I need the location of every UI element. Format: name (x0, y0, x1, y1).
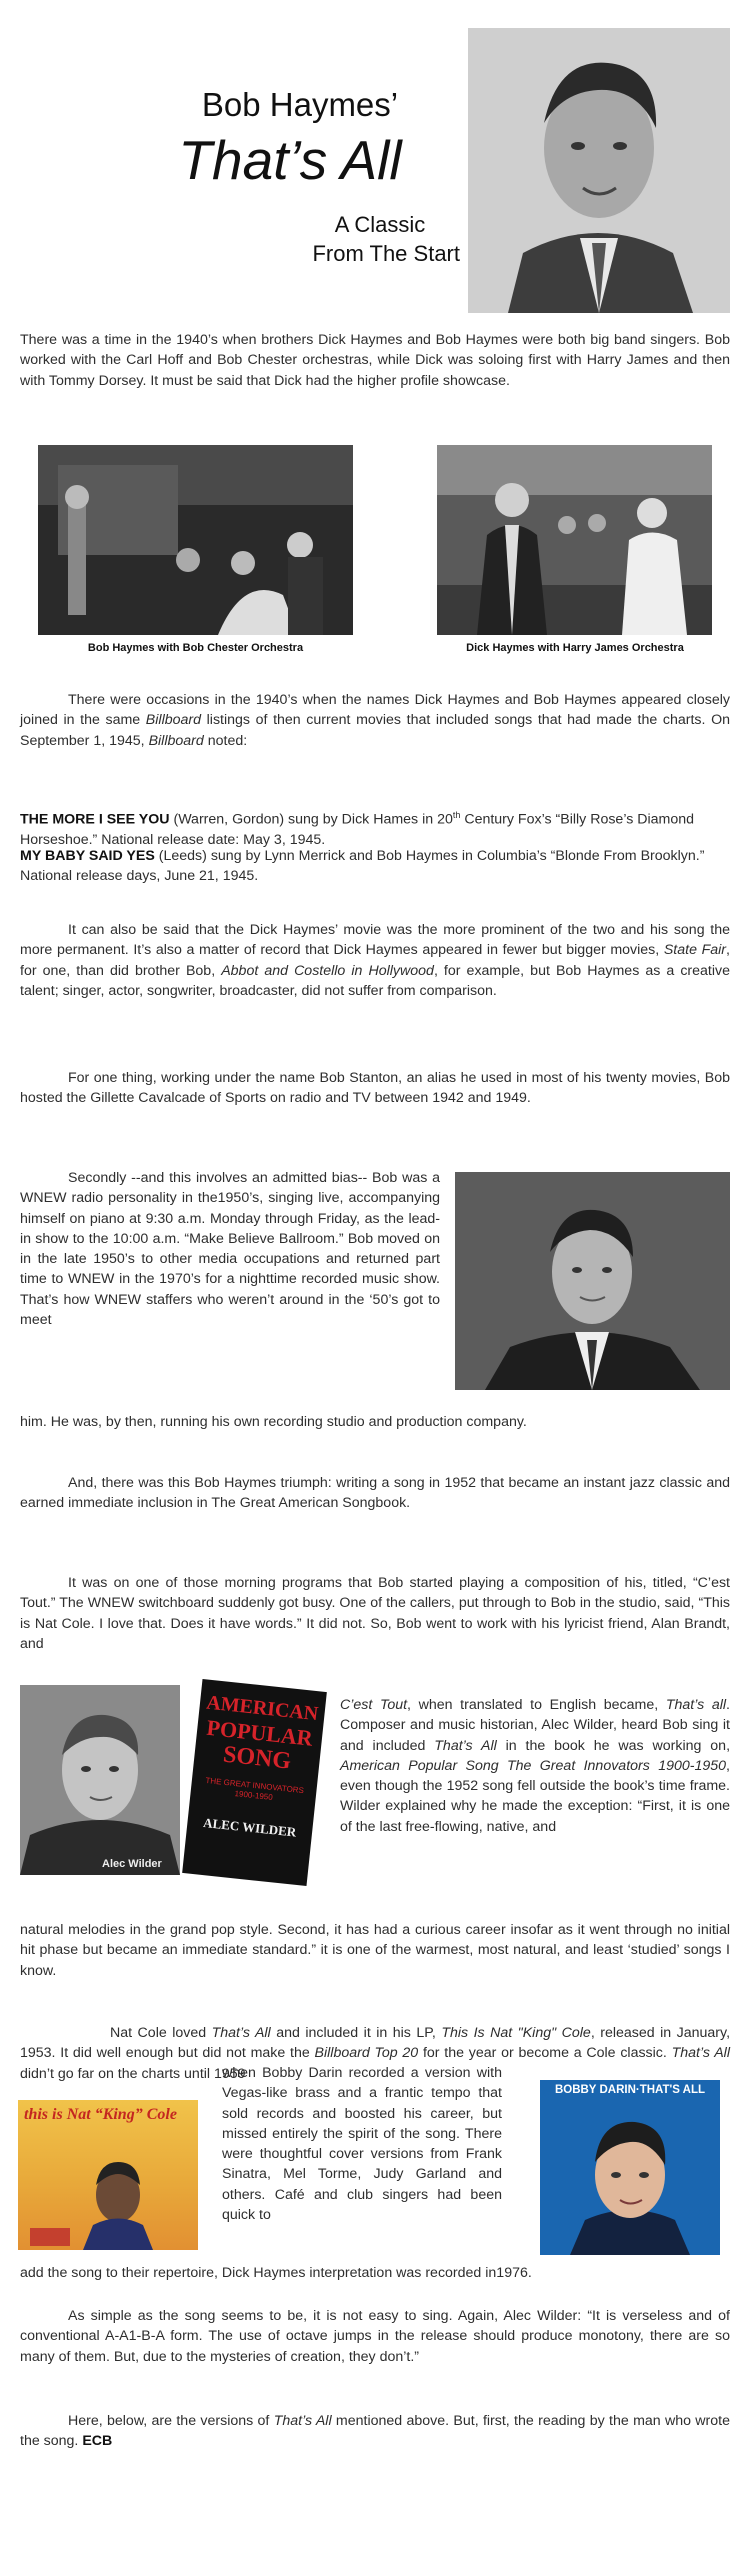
header-tagline-1: A Classic (334, 212, 426, 237)
nat-king-cole-album-cover (18, 2100, 198, 2250)
bobby-darin-album-cover (540, 2080, 720, 2255)
closing-paragraph (20, 2411, 730, 2452)
text-span: , when translated to English became, (407, 1697, 666, 1713)
text-span: That’s All (273, 2413, 332, 2429)
text-span: There were occasions in the 1940’s when the names Dick Haymes and Bob Haymes appeared closely joined in the same (20, 692, 730, 729)
cest-tout-paragraph-right (340, 1695, 730, 1837)
header-subtitle: Bob Haymes’ (201, 86, 399, 123)
portrait-illustration (468, 28, 730, 313)
header-tagline-2: From The Start (312, 241, 460, 266)
triumph-paragraph: And, there was this Bob Haymes triumph: writing a song in 1952 that became an instant jazz classic and earned immediate inclusion in The Great American Songbook. (20, 1475, 730, 1512)
page-title: That’s All (178, 129, 402, 191)
photo-caption-james: Dick Haymes with Harry James Orchestra (466, 642, 684, 654)
orchestra-illustration-2 (437, 445, 712, 635)
darin-paragraph: when Bobby Darin recorded a version with Vegas-like brass and a frantic tempo that sold records and boosted his career, but missed entirely the spirit of the song. There were thoughtful cover versions from Frank Sinatra, Mel Torme, Judy Garland and others. Café and club singers had been quick to (222, 2065, 502, 2224)
text-span: mentioned above. But, first, the reading by the man who wrote the song. (20, 2413, 731, 2450)
american-popular-song-book-cover (182, 1679, 327, 1886)
text-span: th (452, 810, 461, 820)
text-span: listings of then current movies that included songs that had made the charts. On September 1, 1945, (20, 712, 730, 749)
book-title-1: AMERICAN (205, 1691, 320, 1726)
wnew-paragraph: Secondly --and this involves an admitted bias-- Bob was a WNEW radio personality in the1950’s, singing live, accompanying himself on piano at 9:30 a.m. Monday through Friday, as the lead-in show to the 10:00 a.m. “Make Believe Ballroom.” Bob moved on in the late 1950’s to other media occupations and returned part time to WNEW in the 1970’s for a nighttime recorded music show. That’s how WNEW staffers who weren’t around in the ‘50’s got to meet (20, 1170, 440, 1329)
darin-album-title: BOBBY DARIN·THAT'S ALL (554, 2084, 706, 2096)
movies-paragraph (20, 920, 730, 1001)
text-span: Billboard (145, 712, 202, 729)
cole-album-title: this is Nat “King” Cole (24, 2106, 177, 2123)
intro-paragraph: There was a time in the 1940’s when brothers Dick Haymes and Bob Haymes were both big band singers. Bob worked with the Carl Hoff and Bob Chester orchestras, while Dick was soloing first with Harry James and then with Tommy Dorsey. It must be said that Dick had the higher profile showcase. (20, 332, 730, 389)
text-span: for the year or become a Cole classic. (418, 2045, 672, 2062)
cole-illustration (18, 2100, 198, 2250)
text-span: (Warren, Gordon) sung by Dick Hames in 20 (169, 811, 453, 828)
text-span: , for example, but Bob Haymes as a creative talent; singer, actor, songwriter, broadcaster, did not suffer from comparison. (20, 962, 731, 999)
text-span: Billboard (148, 732, 204, 749)
wilder-quote-paragraph: As simple as the song seems to be, it is not easy to sing. Again, Alec Wilder: “It is verseless and of conventional A-A1-B-A form. The use of octave jumps in the release should produce monotony, there are so many of them. But, due to the mysteries of creation, they don’t.” (20, 2308, 730, 2365)
song-title: THE MORE I SEE YOU (20, 811, 170, 828)
text-span: State Fair (663, 942, 727, 959)
text-span: . Composer and music historian, Alec Wilder, heard Bob sing it and included (340, 1697, 730, 1754)
text-span: C’est Tout (340, 1697, 408, 1713)
text-span: That’s All (671, 2045, 730, 2062)
text-span: Abbot and Costello in Hollywood (221, 962, 434, 979)
cest-tout-paragraph-end: natural melodies in the grand pop style. Second, it has had a curious career insofar as it went through no initial hit phase but became an immediate standard.” it is one of the warmest, most natural, and least ‘studied’ songs I know. (20, 1922, 730, 1979)
text-span: Billboard Top 20 (314, 2045, 419, 2062)
song-title: MY BABY SAID YES (20, 848, 155, 864)
harry-james-orchestra-photo (437, 445, 712, 635)
bob-haymes-portrait (468, 28, 730, 313)
text-span: , released in January, 1953. It did well enough but did not make the (20, 2025, 731, 2062)
bob-haymes-singing-photo (455, 1172, 730, 1390)
wilder-photo-caption: Alec Wilder (102, 1858, 162, 1870)
song-listing-1 (20, 805, 730, 850)
cest-tout-paragraph: It was on one of those morning programs that Bob started playing a composition of his, titled, “C’est Tout.” The WNEW switchboard suddenly got busy. One of the callers, put through to Bob in the studio, said, “This is Nat Cole. I love that. Does it have words.” It did not. So, Bob went to work with his lyricist friend, Alan Brandt, and (20, 1575, 730, 1652)
orchestra-illustration (38, 445, 353, 635)
book-title-3: SONG (221, 1741, 293, 1775)
billboard-paragraph (20, 690, 730, 751)
wilder-illustration (20, 1685, 180, 1875)
book-subtitle: THE GREAT INNOVATORS 1900-1950 (205, 1775, 305, 1802)
text-span: That’s All (434, 1737, 497, 1754)
text-span: noted: (203, 732, 248, 749)
text-span: Century Fox’s “Billy Rose’s Diamond Horseshoe.” National release date: May 3, 1945. (20, 811, 695, 849)
gillette-paragraph: For one thing, working under the name Bob Stanton, an alias he used in most of his twenty movies, Bob hosted the Gillette Cavalcade of Sports on radio and TV between 1942 and 1949. (20, 1070, 730, 1107)
text-span: That’s all (665, 1697, 727, 1713)
text-span: , for one, than did brother Bob, (20, 942, 730, 979)
text-span: This Is Nat "King" Cole (441, 2025, 591, 2041)
darin-paragraph-end: add the song to their repertoire, Dick Haymes interpretation was recorded in1976. (20, 2265, 532, 2281)
text-span: (Leeds) sung by Lynn Merrick and Bob Haymes in Columbia’s “Blonde From Brooklyn.” National release days, June 21, 1945. (20, 848, 705, 885)
text-span: in the book he was working on, (496, 1737, 731, 1754)
song-listing-2 (20, 846, 730, 887)
text-span: American Popular Song The Great Innovators 1900-1950 (340, 1757, 727, 1774)
book-author: ALEC WILDER (202, 1814, 297, 1840)
wnew-paragraph-end: him. He was, by then, running his own recording studio and production company. (20, 1414, 527, 1430)
alec-wilder-photo (20, 1685, 180, 1875)
darin-illustration (540, 2080, 720, 2255)
text-span: Here, below, are the versions of (68, 2413, 274, 2429)
text-span: didn’t go far on the charts until 1959 (20, 2065, 246, 2082)
book-title-2: POPULAR (205, 1714, 314, 1751)
text-span: and included it in his LP, (270, 2025, 442, 2041)
text-span: That’s All (211, 2025, 271, 2041)
text-span: Nat Cole loved (110, 2025, 212, 2041)
text-span: , even though the 1952 song fell outside the book’s time frame. Wilder explained why he made the exception: “First, it is one of the last free-flowing, native, and (340, 1757, 730, 1835)
author-initials: ECB (82, 2433, 113, 2450)
singer-illustration (455, 1172, 730, 1390)
bob-chester-orchestra-photo (38, 445, 353, 635)
photo-caption-chester: Bob Haymes with Bob Chester Orchestra (87, 642, 304, 654)
text-span: It can also be said that the Dick Haymes’ movie was the more prominent of the two and his song the more permanent. It’s also a matter of record that Dick Haymes appeared in fewer but bigger movies, (20, 922, 730, 959)
